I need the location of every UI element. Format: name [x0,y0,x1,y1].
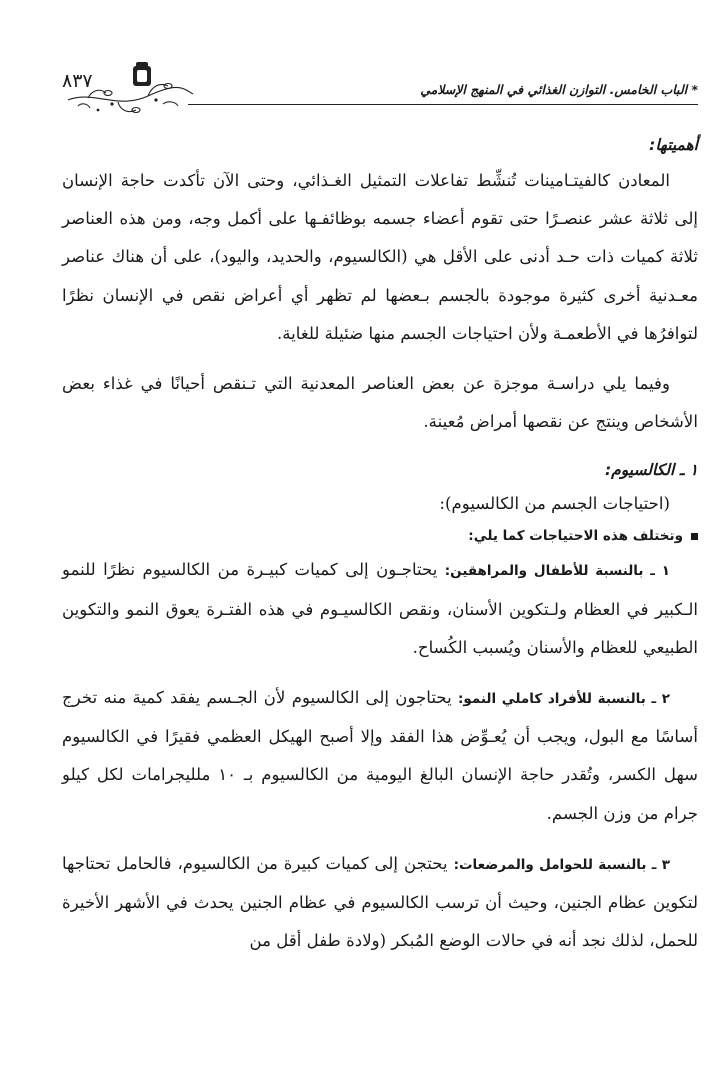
square-bullet-icon [691,533,698,540]
paragraph-minerals-intro: المعادن كالفيتـامينات تُنشِّط تفاعلات التمثيل الغـذائي، وحتى الآن تأكدت حاجة الإنسان إلى ثلاثة عشر عنصـرًا حتى تقوم أعضاء جسمه بوظائفـها على أكمل وجه، ومن هذه العناصر ثلاثة كميات ذات حـد أدنى على الأقل هي (الكالسيوم، والحديد، واليود)، على أن هناك عناصر معـدنية أخرى كثيرة موجودة بالجسم بـعضها لم تظهر أي أعراض نقص في الإنسان نظرًا لتوافرُها في الأطعمـة ولأن احتياجات الجسم منها ضئيلة للغاية. [62,171,698,343]
list-item [62,845,698,961]
list-item-lead: ٢ ـ بالنسبة للأفراد كاملي النمو: [457,691,670,708]
page-number: ٨٣٧ [62,70,93,92]
list-item [62,679,698,833]
list-item-lead: ٣ ـ بالنسبة للحوامل والمرضعات: [453,856,670,873]
page-body [62,128,698,960]
running-header [48,60,698,120]
section-heading-importance: أهميتها: [649,136,698,154]
chapter-title: * الباب الخامس. التوازن الغذائي في المنهج الإسلامي [420,82,698,97]
subheading-calcium-needs: (احتياجات الجسم من الكالسيوم): [439,494,670,514]
list-item-text: يحتاجـون إلى كميات كبيـرة من الكالسيوم نظرًا للنمو الـكبير في العظام ولـتكوين الأسنان، ونقص الكالسيـوم في هذه الفتـرة يعوق النمو والتكوين الطبيعي للعظام والأسنان ويُسبب الكُساح. [62,560,698,657]
section-heading-calcium: ١ ـ الكالسيوم: [604,461,698,480]
header-divider [188,104,698,105]
paragraph-study-overview: وفيما يلي دراسـة موجزة عن بعض العناصر المعدنية التي تـنقص أحيانًا في غذاء بعض الأشخاص وينتج عن نقصها أمراض مُعينة. [62,374,698,432]
bullet-text: وتختلف هذه الاحتياجات كما يلي: [468,528,683,545]
list-item-text: يحتاجون إلى الكالسيوم لأن الجـسم يفقد كمية منه تخرج أساسًا مع البول، ويجب أن يُعـوِّض هذا الفقد وإلا أصبح الهيكل العظمي فقيرًا في الكالسيوم سهل الكسر، وتُقدر حاجة الإنسان البالغ اليومية من الكالسيوم بـ ١٠ ملليجرامات لكل كيلو جرام من وزن الجسم. [62,688,699,823]
list-item-text: يحتجن إلى كميات كبيرة من الكالسيوم، فالحامل تحتاجها لتكوين عظام الجنين، وحيث أن ترسب الكالسيوم في عظام الجنين يحدث في الأشهر الأخيرة للحمل، لذلك نجد أنه في حالات الوضع المُبكر (ولادة طفل أقل من [62,853,698,951]
list-item [62,551,698,667]
list-item-lead: ١ ـ بالنسبة للأطفال والمراهقين: [444,563,670,580]
bullet-line [62,521,698,551]
